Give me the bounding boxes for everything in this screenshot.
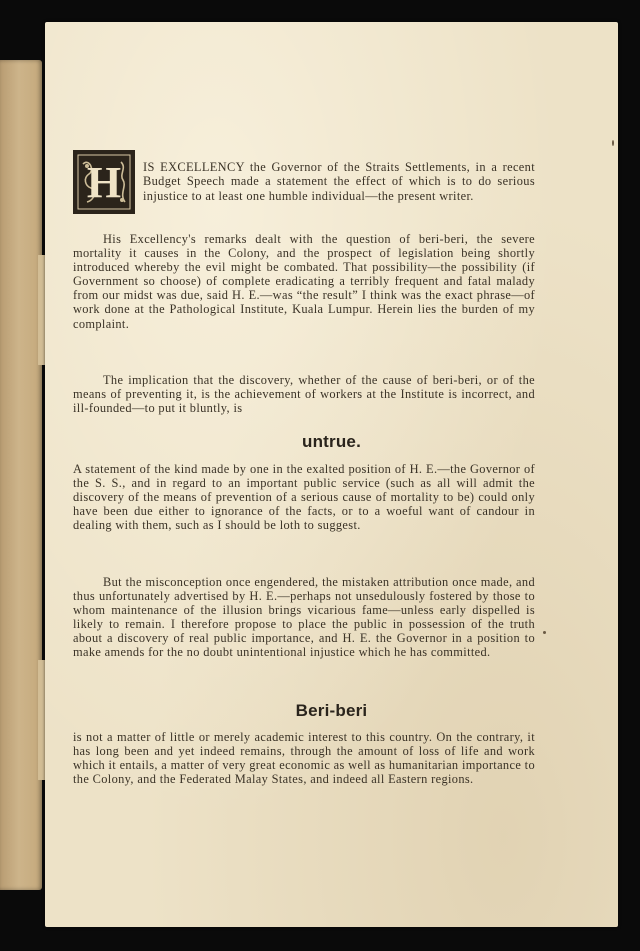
paper-speck [612, 140, 614, 146]
ornamental-drop-cap [73, 150, 135, 214]
paragraph-beri-beri: is not a matter of little or merely academic interest to this country. On the contrary, it has long been and yet indeed remains, through the amount of loss of life and work which it entails, a matter of very great economic as well as humanitarian importance to the Colony, and the Federated Malay States, and indeed all Eastern regions. [73, 730, 535, 787]
paragraph-statement: A statement of the kind made by one in the exalted position of H. E.—the Governor of the S. S., and in regard to an important public service (such as all will admit the discovery of the means of prevention of a serious cause of mortality to be) could only have been due either to ignorance of the facts, or to a woeful want of candour in dealing with them, such as I should be loth to suggest. [73, 462, 535, 533]
opening-paragraph [73, 148, 535, 215]
paragraph-misconception: But the misconception once engendered, the mistaken attribution once made, and thus unfortunately advertised by H. E.—perhaps not unsedulously fostered by those to whom maintenance of the illusion brings vicarious fame—unless early dispelled is likely to remain. I therefore propose to place the public in possession of the truth about a discovery of real public importance, and H. E. the Governor in a position to make amends for the no doubt unintentional injustice which he has committed. [73, 575, 535, 660]
paragraph-intro: IS EXCELLENCY the Governor of the Straits Settlements, in a recent Budget Speech made a statement the effect of which is to do serious injustice to at least one humble individual—the present writer. [143, 160, 535, 203]
paragraph-implication: The implication that the discovery, whether of the cause of beri-beri, or of the means of preventing it, is the achievement of workers at the Institute is incorrect, and ill-founded—to put it bluntly, is [73, 373, 535, 416]
heading-untrue: untrue. [301, 432, 361, 451]
svg-text:H: H [86, 158, 122, 207]
paper-speck [543, 631, 546, 634]
paragraph-remarks: His Excellency's remarks dealt with the question of beri-beri, the severe mortality it causes in the Colony, and the prospect of legislation being shortly introduced whereby the evil might be combated. That possibility—the possibility (if Government so choose) of complete eradicating a terribly frequent and fatal malady from our midst was due, said H. E.—was “the result” I think was the exact phrase—of work done at the Pathological Institute, Kuala Lumpur. Herein lies the burden of my complaint. [73, 232, 535, 331]
underlying-page-edge [0, 60, 42, 890]
drop-cap-ornament-icon [75, 152, 133, 212]
heading-beri-beri: Beri-beri [295, 701, 368, 720]
